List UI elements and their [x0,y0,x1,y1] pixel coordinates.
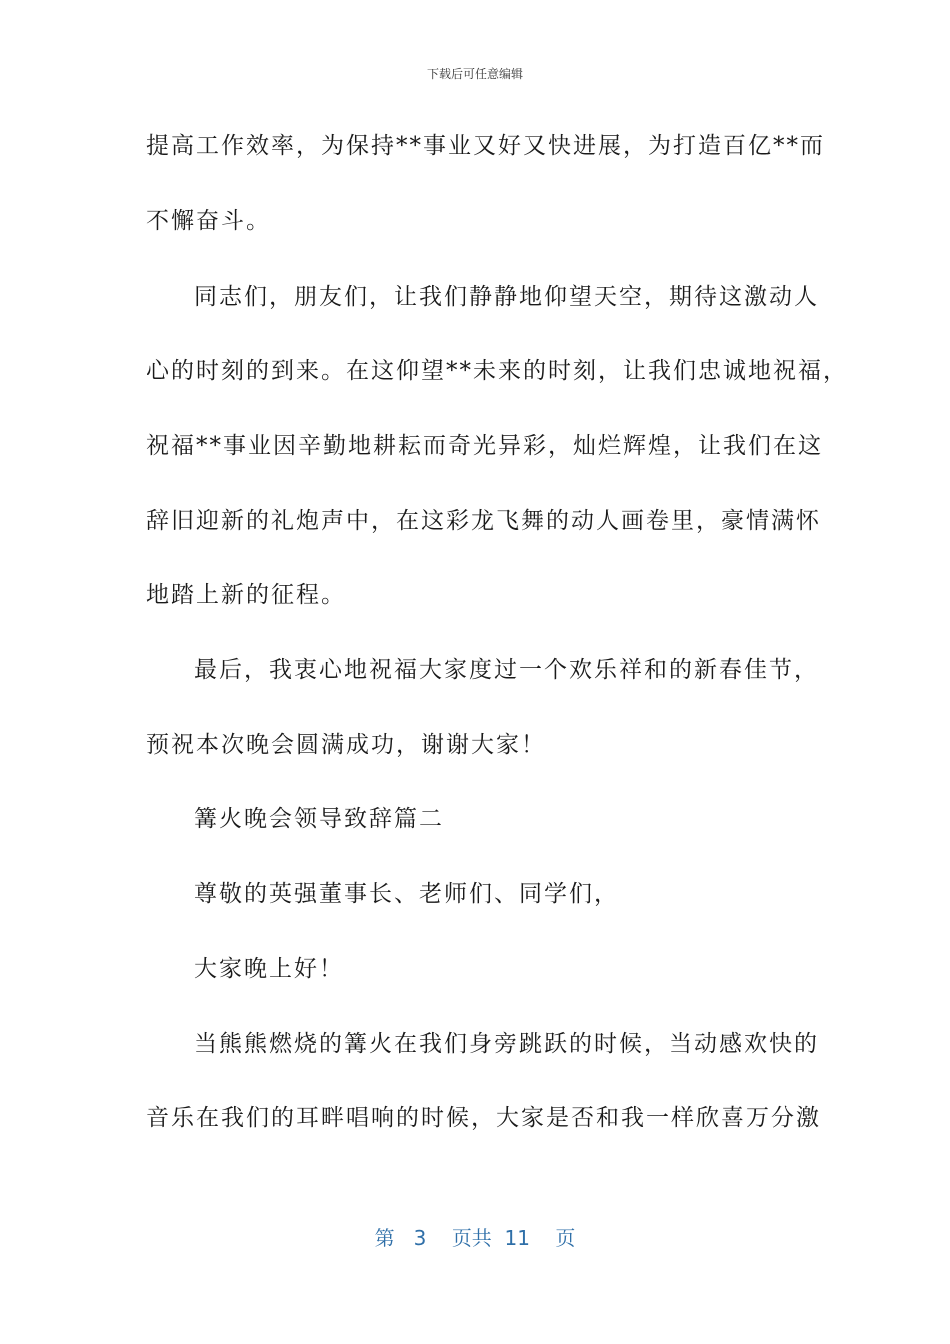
paragraph-line: 大家晚上好！ [194,956,344,982]
paragraph-line: 尊敬的英强董事长、老师们、同学们， [194,881,619,907]
paragraph-line: 地踏上新的征程。 [146,582,346,608]
page-header-note: 下载后可任意编辑 [426,67,523,81]
footer-current-page: 3 [413,1226,427,1250]
paragraph-line: 心的时刻的到来。在这仰望**未来的时刻，让我们忠诚地祝福， [146,358,848,384]
footer-prefix: 第 [374,1226,395,1250]
paragraph-line: 当熊熊燃烧的篝火在我们身旁跳跃的时候，当动感欢快的 [194,1031,819,1057]
paragraph-line: 同志们，朋友们，让我们静静地仰望天空，期待这激动人 [194,284,819,310]
paragraph-line: 预祝本次晚会圆满成功，谢谢大家！ [146,732,546,758]
footer-total-pages: 11 [504,1226,530,1250]
footer-middle: 页共 [451,1226,492,1250]
paragraph-line: 祝福**事业因辛勤地耕耘而奇光异彩，灿烂辉煌，让我们在这 [146,433,823,459]
section-heading: 篝火晚会领导致辞篇二 [194,806,444,832]
page-number-footer [0,1224,950,1252]
paragraph-line: 音乐在我们的耳畔唱响的时候，大家是否和我一样欣喜万分激 [146,1105,821,1131]
paragraph-line: 不懈奋斗。 [146,208,271,234]
paragraph-line: 辞旧迎新的礼炮声中，在这彩龙飞舞的动人画卷里，豪情满怀 [146,508,821,534]
footer-suffix: 页 [555,1226,576,1250]
paragraph-line: 提高工作效率，为保持**事业又好又快进展，为打造百亿**而 [146,133,825,159]
paragraph-line: 最后，我衷心地祝福大家度过一个欢乐祥和的新春佳节， [194,657,819,683]
